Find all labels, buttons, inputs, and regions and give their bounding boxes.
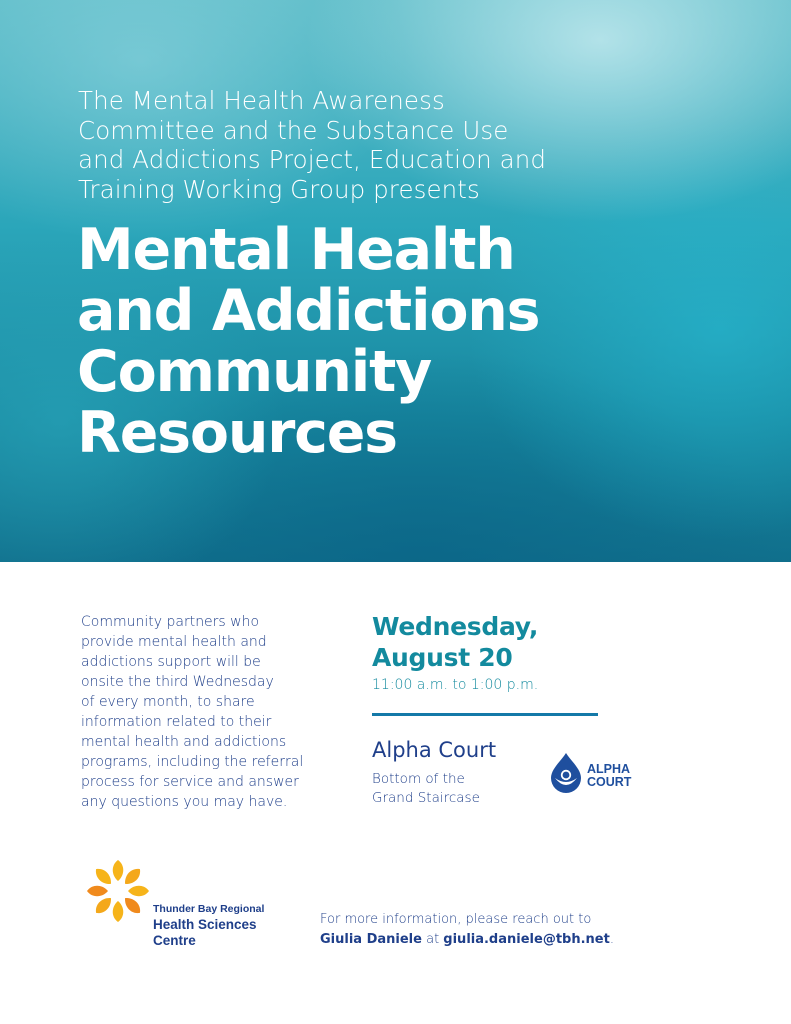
- venue-name: Alpha Court: [372, 738, 497, 762]
- divider: [372, 713, 598, 716]
- hospital-name-small: Thunder Bay Regional: [153, 903, 265, 915]
- title-line: Community: [77, 339, 432, 405]
- description-line: of every month, to share: [81, 694, 255, 710]
- hospital-name-line: Health Sciences: [153, 917, 257, 932]
- contact-end: .: [609, 932, 614, 947]
- intro-line: Training Working Group presents: [78, 174, 480, 204]
- intro-line: The Mental Health Awareness: [78, 86, 445, 115]
- contact-connector: at: [421, 932, 444, 947]
- sunburst-flower-icon: [84, 858, 150, 924]
- description-line: onsite the third Wednesday: [81, 674, 274, 690]
- presenter-intro: [78, 86, 678, 204]
- event-date: [372, 611, 672, 673]
- intro-line: and Addictions Project, Education and: [78, 145, 547, 174]
- venue-location: [372, 770, 532, 808]
- event-title: [77, 217, 777, 466]
- alpha-court-word: COURT: [587, 775, 632, 789]
- title-line: and Addictions: [77, 278, 540, 344]
- hospital-logo: [84, 858, 304, 958]
- alpha-court-drop-icon: [548, 752, 584, 794]
- venue-detail-line: Bottom of the: [372, 771, 465, 787]
- title-line: Resources: [77, 400, 397, 466]
- contact-info: [320, 910, 720, 950]
- event-weekday: Wednesday,: [372, 612, 539, 641]
- alpha-court-logo: [548, 752, 648, 794]
- description-line: Community partners who: [81, 614, 260, 630]
- description-line: provide mental health and: [81, 634, 267, 650]
- hospital-name: [153, 917, 257, 949]
- venue-detail-line: Grand Staircase: [372, 790, 480, 806]
- description-line: mental health and addictions: [81, 734, 287, 750]
- event-description: [81, 612, 321, 812]
- contact-email[interactable]: giulia.daniele@tbh.net: [443, 932, 610, 947]
- contact-details: [320, 930, 720, 950]
- description-line: any questions you may have.: [81, 794, 288, 810]
- description-line: addictions support will be: [81, 654, 261, 670]
- contact-name: Giulia Daniele: [320, 932, 422, 947]
- hospital-name-line: Centre: [153, 933, 196, 948]
- event-day: August 20: [372, 643, 513, 672]
- intro-line: Committee and the Substance Use: [78, 115, 509, 145]
- alpha-court-wordmark: [587, 763, 631, 789]
- description-line: process for service and answer: [81, 774, 299, 790]
- title-line: Mental Health: [77, 217, 515, 283]
- alpha-court-word: ALPHA: [587, 762, 631, 776]
- description-line: programs, including the referral: [81, 754, 304, 770]
- description-line: information related to their: [81, 714, 272, 730]
- contact-line: For more information, please reach out to: [320, 912, 592, 927]
- event-time: 11:00 a.m. to 1:00 p.m.: [372, 677, 539, 693]
